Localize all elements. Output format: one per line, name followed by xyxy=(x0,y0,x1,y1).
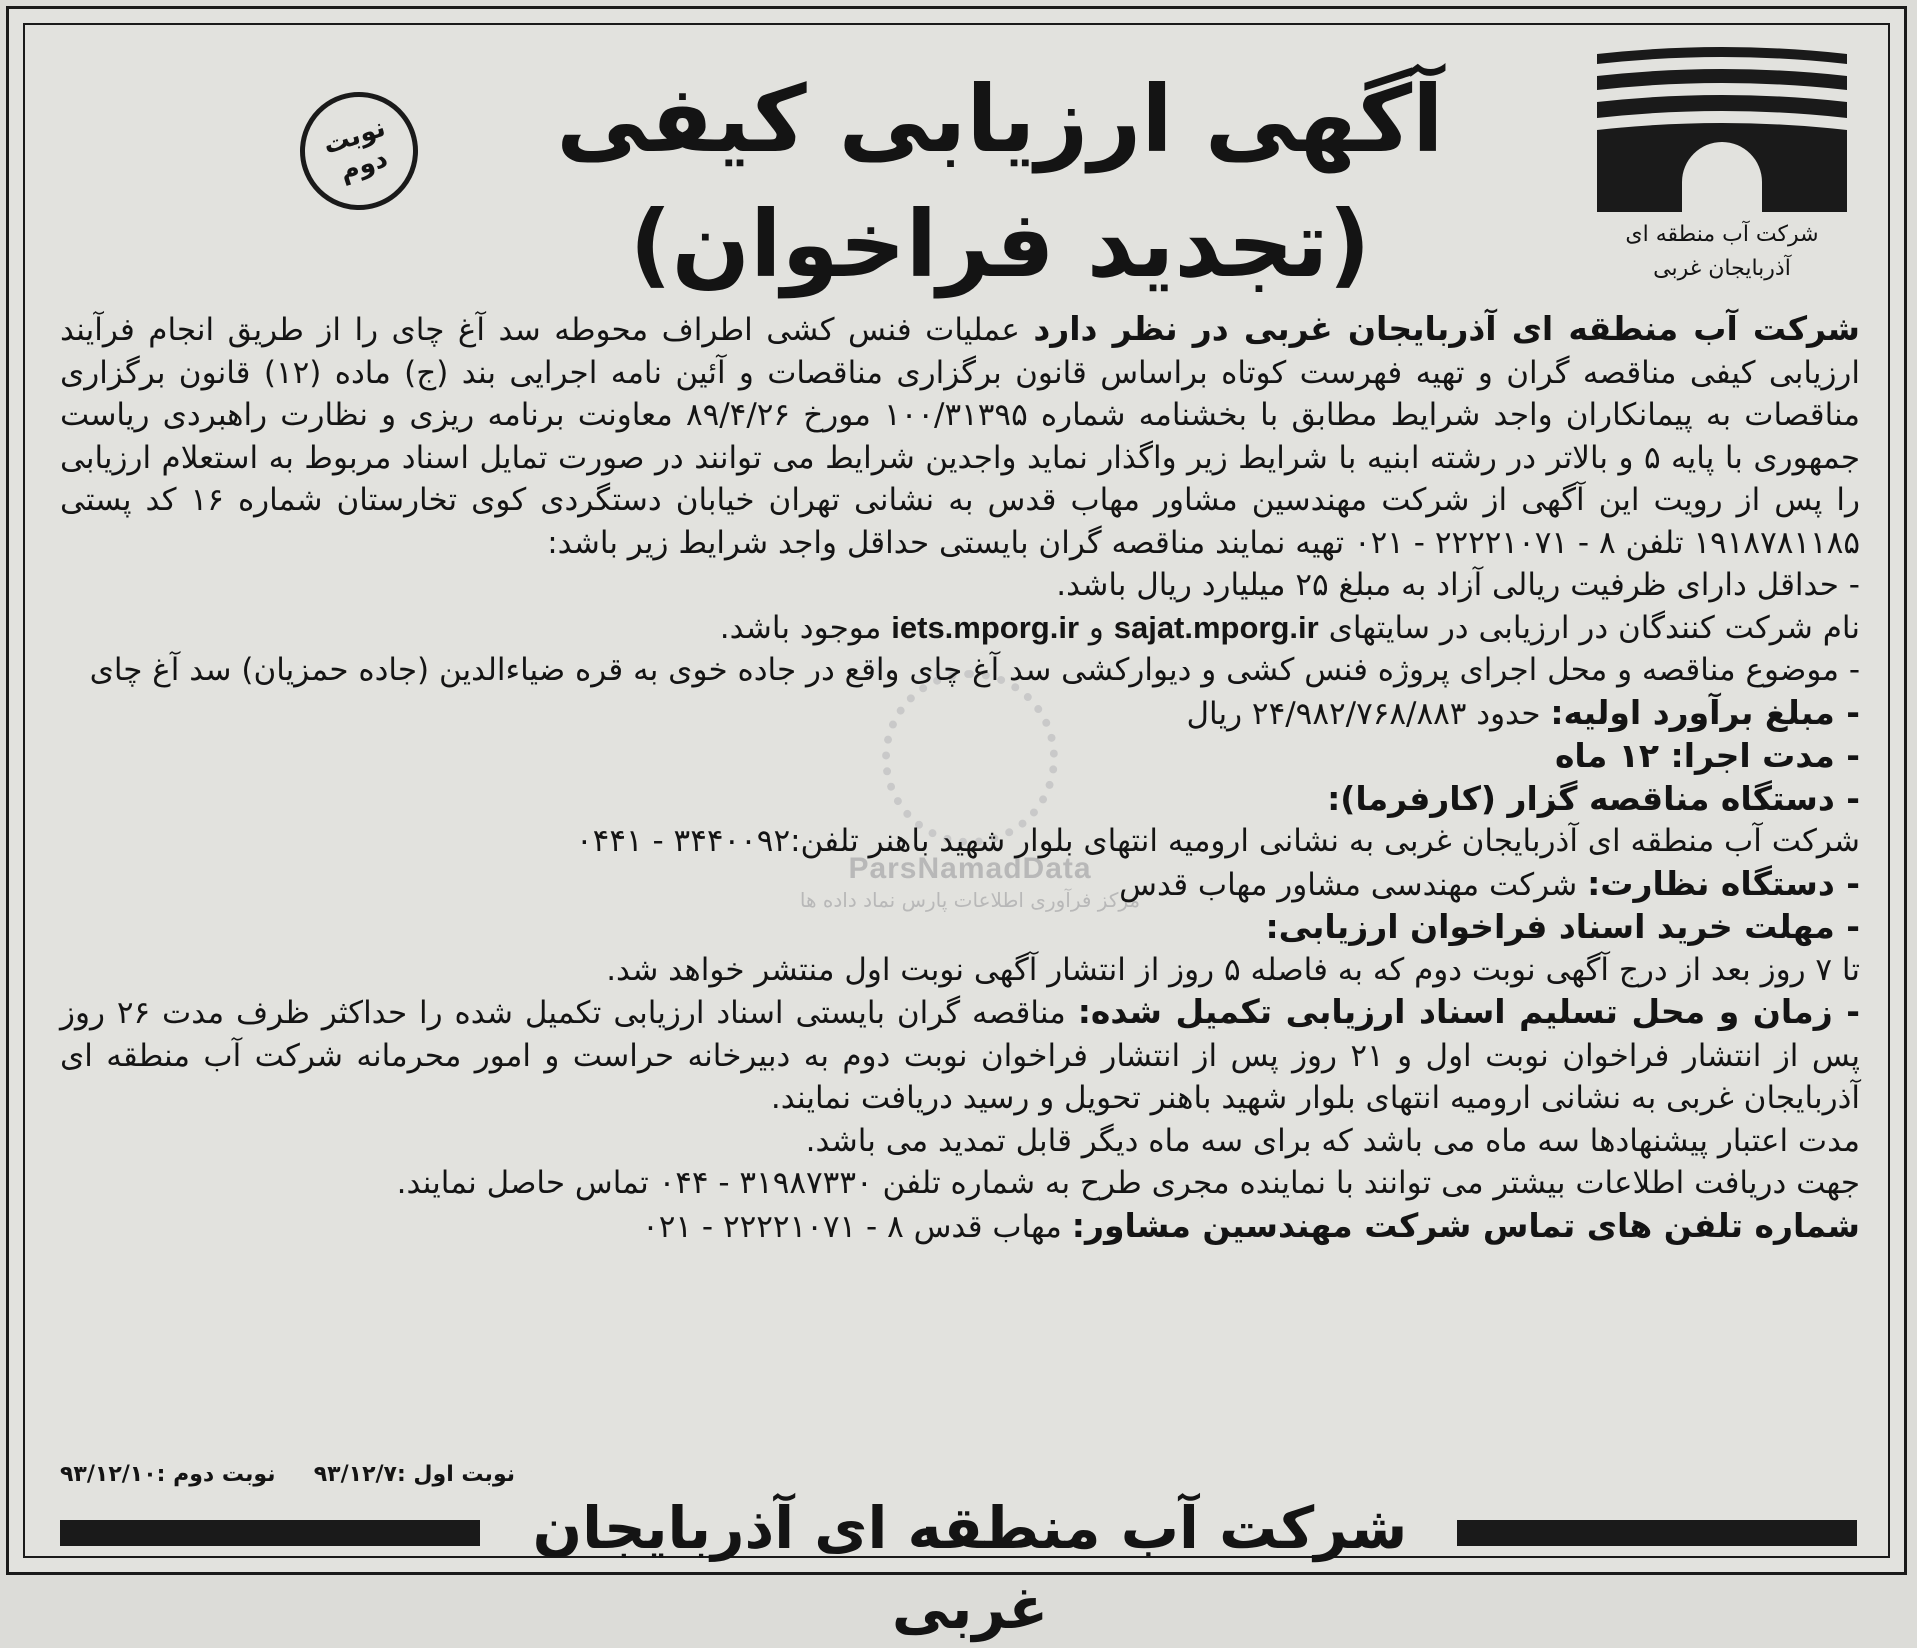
water-company-logo xyxy=(1597,42,1847,212)
logo-caption-line2: آذربایجان غربی xyxy=(1653,256,1791,281)
submission-label: - زمان و محل تسلیم اسناد ارزیابی تکمیل شده: xyxy=(1077,992,1860,1031)
footer-org-name: شرکت آب منطقه ای آذربایجان غربی xyxy=(532,1494,1408,1642)
phones-line xyxy=(60,1205,1860,1249)
site-link-sajat[interactable]: sajat.mporg.ir xyxy=(1113,609,1319,645)
info-line: جهت دریافت اطلاعات بیشتر می توانند با نماینده مجری طرح به شماره تلفن ۳۱۹۸۷۳۳۰ - ۰۴۴ تماس حاصل نمایند. xyxy=(396,1165,1860,1201)
second-round-date: نوبت دوم :۹۳/۱۲/۱۰ xyxy=(60,1462,276,1487)
estimate-label: - مبلغ برآورد اولیه: xyxy=(1550,692,1860,732)
ad-title xyxy=(480,60,1520,310)
deadline-label: - مهلت خرید اسناد فراخوان ارزیابی: xyxy=(1265,907,1860,946)
deadline-value: تا ۷ روز بعد از درج آگهی نوبت دوم که به فاصله ۵ روز از انتشار آگهی نوبت اول منتشر خواهد شد. xyxy=(606,951,1860,988)
validity-line: مدت اعتبار پیشنهادها سه ماه می باشد که برای سه ماه دیگر قابل تمدید می باشد. xyxy=(805,1122,1860,1159)
req2-prefix: نام شرکت کنندگان در ارزیابی در سایتهای xyxy=(1318,609,1860,646)
intro-text: عملیات فنس کشی اطراف محوطه سد آغ چای را از طریق انجام فرآیند ارزیابی کیفی مناقصه گران و تهیه فهرست کوتاه براساس قانون برگزاری مناقصات و آئین نامه اجرایی بند (ج) ماده (۱۲) قانون برگزاری مناقصات به پیمانکاران واجد شرایط مطابق با بخشنامه شماره ۱۰۰/۳۱۳۹۵ مورخ ۸۹/۴/۲۶ معاونت برنامه ریزی و نظارت راهبردی ریاست جمهوری با پایه ۵ و بالاتر در رشته ابنیه با شرایط زیر واگذار نماید واجدین شرایط می توانند در صورت تمایل اسناد مربوط به استعلام ارزیابی را پس از رویت این آگهی از شرکت مهندسین مشاور مهاب قدس به نشانی تهران خیابان دستگردی کوی تخارستان شماره ۱۶ کد پستی ۱۹۱۸۷۸۱۱۸۵ تلفن ۸ - ۲۲۲۲۱۰۷۱ - ۰۲۱ تهیه نمایند مناقصه گران بایستی حداقل واجد شرایط زیر باشد: xyxy=(60,312,1861,561)
title-line1: آگهی ارزیابی کیفی xyxy=(556,66,1444,173)
logo-caption xyxy=(1597,218,1847,286)
subject-paragraph: - موضوع مناقصه و محل اجرای پروژه فنس کشی و دیوارکشی سد آغ چای واقع در جاده خوی به قره ضیاءالدین (جاده حمزیان) سد آغ چای xyxy=(89,652,1860,688)
submission-paragraph xyxy=(60,991,1860,1120)
submission-value: مناقصه گران بایستی اسناد ارزیابی تکمیل شده را حداکثر ظرف مدت ۲۶ روز پس از انتشار فراخوان نوبت اول و ۲۱ روز پس از انتشار فراخوان نوبت دوم به دبیرخانه حراست و امور محرمانه شرکت آب منطقه ای آذربایجان غربی به نشانی ارومیه انتهای بلوار شهید باهنر تحویل و رسید دریافت نمایند. xyxy=(60,995,1860,1116)
employer-label: - دستگاه مناقصه گزار (کارفرما): xyxy=(1327,778,1860,818)
supervision-value: شرکت مهندسی مشاور مهاب قدس xyxy=(1119,866,1588,903)
requirement-sites xyxy=(60,607,1860,650)
footer-bar-right xyxy=(1457,1520,1857,1546)
supervision-line xyxy=(60,863,1860,907)
publication-dates xyxy=(60,1462,515,1487)
first-round-date: نوبت اول :۹۳/۱۲/۷ xyxy=(313,1462,515,1487)
intro-paragraph xyxy=(60,308,1860,564)
stamp-text: نوبت دوم xyxy=(319,112,392,188)
estimate-value: حدود ۲۴/۹۸۲/۷۶۸/۸۸۳ ریال xyxy=(1186,695,1551,732)
footer-bar-left xyxy=(60,1520,480,1546)
phones-value: مهاب قدس ۸ - ۲۲۲۲۱۰۷۱ - ۰۲۱ xyxy=(642,1208,1072,1245)
site-link-iets[interactable]: iets.mporg.ir xyxy=(891,609,1080,645)
logo-caption-line1: شرکت آب منطقه ای xyxy=(1625,222,1819,247)
phones-label: شماره تلفن های تماس شرکت مهندسین مشاور: xyxy=(1071,1205,1860,1245)
duration-line: - مدت اجرا: ۱۲ ماه xyxy=(1554,736,1860,775)
supervision-label: - دستگاه نظارت: xyxy=(1587,863,1860,903)
watermark-tagline: مرکز فرآوری اطلاعات پارس نماد داده ها xyxy=(799,888,1141,912)
intro-bold: شرکت آب منطقه ای آذربایجان غربی در نظر دارد xyxy=(1033,309,1860,348)
watermark-brand: ParsNamadData xyxy=(848,852,1092,885)
req2-suffix: موجود باشد. xyxy=(719,609,892,646)
estimate-line xyxy=(60,692,1860,736)
title-line2: (تجدید فراخوان) xyxy=(629,191,1371,298)
employer-value: شرکت آب منطقه ای آذربایجان غربی به نشانی ارومیه انتهای بلوار شهید باهنر تلفن:۳۴۴۰۰۹۲ - ۰۴۴۱ xyxy=(576,823,1860,859)
ad-body xyxy=(60,308,1860,1248)
requirement-capacity: - حداقل دارای ظرفیت ریالی آزاد به مبلغ ۲۵ میلیارد ریال باشد. xyxy=(1056,567,1860,603)
req2-and: و xyxy=(1079,609,1114,646)
